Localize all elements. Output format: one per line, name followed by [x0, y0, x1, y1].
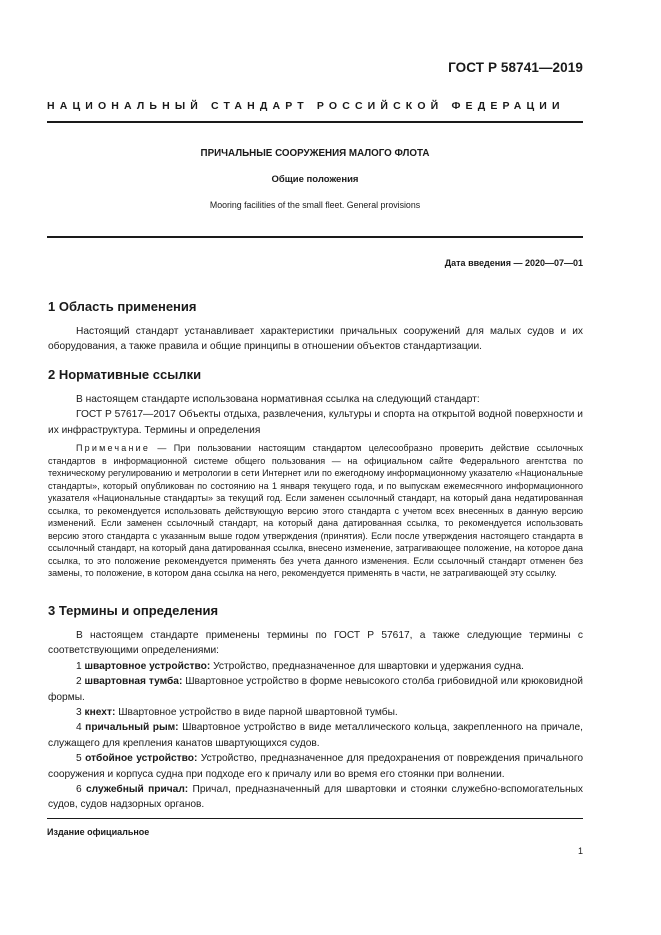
term-name: служебный причал:: [85, 784, 189, 796]
title-rule: [47, 236, 583, 238]
document-subtitle: Общие положения: [271, 174, 359, 185]
term-entry: [48, 659, 583, 674]
note-label: Примечание: [76, 443, 151, 454]
term-name: отбойное устройство:: [85, 753, 198, 765]
footer-rule: [47, 818, 583, 819]
note-paragraph: [48, 442, 583, 580]
section-paragraph: Настоящий стандарт устанавливает характеристики причальных сооружений для малых судов и их оборудования, а также правила и общие принципы в отношении объектов стандартизации.: [48, 326, 583, 353]
gost-code: ГОСТ Р 58741—2019: [448, 60, 583, 75]
term-definition: Устройство, предназначенное для предохранения от повреждения причального сооружения и корпуса судна при подходе его к причалу или во время его стоянки при волнении.: [48, 753, 584, 780]
term-number: 3: [76, 707, 82, 719]
term-name: швартовная тумба:: [84, 676, 183, 688]
document-title: ПРИЧАЛЬНЫЕ СООРУЖЕНИЯ МАЛОГО ФЛОТА: [200, 148, 430, 159]
term-entry: [48, 782, 583, 813]
term-number: 1: [76, 660, 82, 672]
official-edition-label: Издание официальное: [47, 827, 150, 837]
page-number: 1: [577, 846, 583, 856]
introduction-date: Дата введения — 2020—07—01: [444, 258, 583, 268]
note-text: — При пользовании настоящим стандартом целесообразно проверить действие ссылочных стандартов в информационной системе общего пользования — на официальном сайте Федерального агентства по техническому регулированию и метрологии в сети Интернет или по ежегодному информационному указателю «Национальные стандарты», который опубликован по состоянию на 1 января текущего года, и по выпускам ежемесячного информационного указателя «Национальные стандарты» за текущий год. Если заменен ссылочный стандарт, на который дана недатированная ссылка, то рекомендуется использовать действующую версию этого стандарта с учетом всех внесенных в данную версию изменений. Если заменен ссылочный стандарт, на который дана датированная ссылка, то рекомендуется использовать версию этого стандарта с указанным выше годом утверждения (принятия). Если после утверждения настоящего стандарта в ссылочный стандарт, на который дана датированная ссылка, внесено изменение, затрагивающее положение, на которое дана ссылка, то это положение рекомендуется применять без учета данного изменения. Если ссылочный стандарт отменен без замены, то положение, в котором дана ссылка на него, рекомендуется применять в части, не затрагивающей эту ссылку.: [48, 443, 583, 579]
section-paragraph: В настоящем стандарте использована нормативная ссылка на следующий стандарт:: [76, 394, 480, 405]
term-definition: Причал, предназначенный для швартовки и стоянки служебно-вспомогательных судов, судов надзорных органов.: [48, 784, 583, 811]
term-number: 6: [76, 784, 82, 796]
national-standard-banner: НАЦИОНАЛЬНЫЙ СТАНДАРТ РОССИЙСКОЙ ФЕДЕРАЦИИ: [47, 100, 565, 112]
english-title: Mooring facilities of the small fleet. General provisions: [209, 200, 421, 210]
term-definition: Швартовное устройство в виде парной швартовной тумбы.: [115, 707, 398, 719]
term-entry: [48, 751, 583, 782]
section-terms-definitions: [48, 600, 583, 813]
section-heading: 3 Термины и определения: [48, 603, 219, 618]
term-name: кнехт:: [84, 707, 116, 719]
term-number: 5: [76, 753, 82, 765]
section-scope: [48, 296, 583, 355]
term-entry: [48, 674, 583, 705]
term-definition: Швартовное устройство в форме невысокого столба грибовидной или крюковидной формы.: [48, 676, 583, 703]
top-rule: [47, 121, 583, 123]
section-heading: 2 Нормативные ссылки: [48, 367, 202, 382]
section-heading: 1 Область применения: [48, 299, 197, 314]
term-definition: Швартовное устройство в виде металлического кольца, закрепленного на причале, служащего для крепления канатов швартующихся судов.: [48, 722, 583, 749]
term-definition: Устройство, предназначенное для швартовки и удержания судна.: [210, 660, 524, 672]
term-entry: [48, 705, 583, 720]
section-paragraph: В настоящем стандарте применены термины по ГОСТ Р 57617, а также следующие термины с соответствующими определениями:: [48, 630, 583, 657]
term-entry: [48, 720, 583, 751]
section-normative-references: [48, 364, 583, 589]
term-name: причальный рым:: [85, 722, 179, 734]
term-number: 2: [76, 676, 82, 688]
term-name: швартовное устройство:: [84, 660, 211, 672]
term-number: 4: [76, 722, 82, 734]
referenced-standard: ГОСТ Р 57617—2017 Объекты отдыха, развлечения, культуры и спорта на открытой водной поверхности и их инфраструктура. Термины и определения: [48, 409, 583, 436]
